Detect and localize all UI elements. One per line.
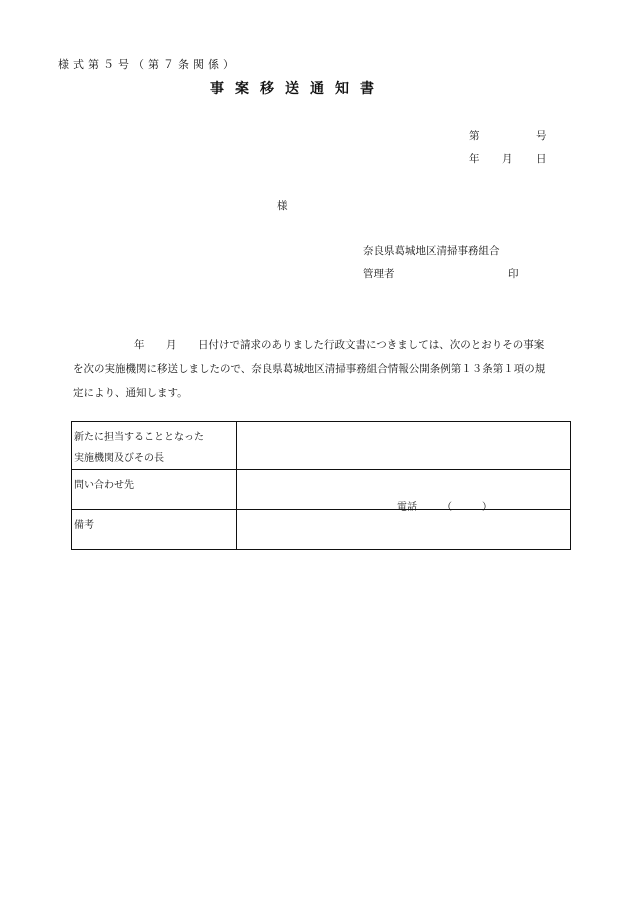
manager-label: 管理者 (363, 268, 395, 280)
form-number: 様式第５号（第７条関係） (58, 58, 238, 71)
contact-label-text: 問い合わせ先 (74, 480, 134, 491)
new-institution-label-line-2: 実施機関及びその長 (74, 453, 164, 464)
body-text-line-1: 日付けで請求のありました行政文書につきましては、次のとおりその事案 (198, 339, 545, 351)
phone-label: 電話 （ ） (397, 502, 492, 513)
date-year-label: 年 (469, 153, 480, 165)
addressee-honorific: 様 (277, 200, 288, 212)
new-institution-value[interactable] (237, 422, 571, 470)
notice-table (71, 421, 571, 550)
date-day-label: 日 (536, 153, 547, 165)
new-institution-label-line-1: 新たに担当することとなった (74, 432, 204, 443)
document-title: 事案移送通知書 (210, 81, 385, 97)
body-date-month: 月 (166, 339, 177, 351)
reference-number-suffix: 号 (536, 130, 547, 142)
date-month-label: 月 (502, 153, 513, 165)
table-row (72, 510, 571, 550)
reference-number-prefix: 第 (469, 130, 480, 142)
contact-label (72, 470, 237, 510)
remarks-label-text: 備考 (74, 520, 94, 531)
body-date-year: 年 (134, 339, 145, 351)
body-text-line-2: を次の実施機関に移送しましたので、奈良県葛城地区清掃事務組合情報公開条例第１３条第１項の規 (73, 363, 546, 375)
sender-organization: 奈良県葛城地区清掃事務組合 (363, 245, 500, 257)
new-institution-label (72, 422, 237, 470)
remarks-label (72, 510, 237, 550)
body-text-line-3: 定により、通知します。 (73, 387, 188, 399)
table-row (72, 470, 571, 510)
seal-label: 印 (508, 268, 519, 280)
remarks-value[interactable] (237, 510, 571, 550)
table-row (72, 422, 571, 470)
contact-value[interactable] (237, 470, 571, 513)
